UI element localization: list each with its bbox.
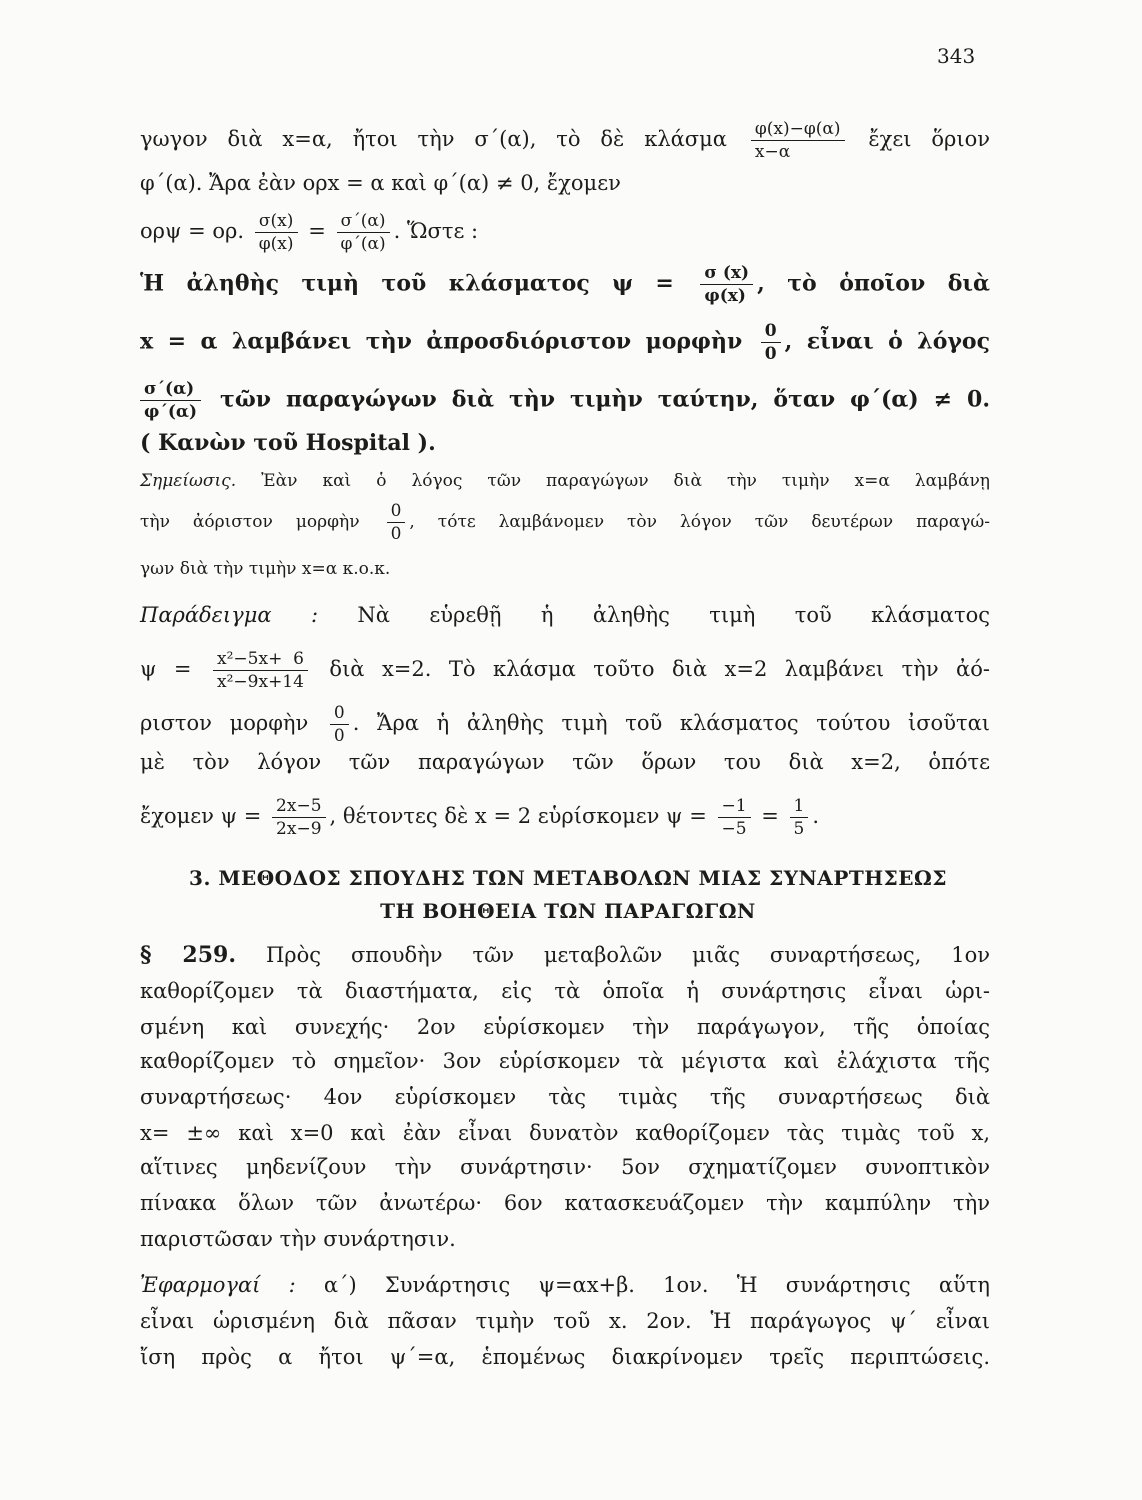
fraction-numerator: −1 <box>718 795 751 818</box>
example-line <box>140 702 990 747</box>
theorem-line <box>140 320 990 365</box>
example-line <box>140 795 990 840</box>
equals-sign: = <box>761 804 779 828</box>
paragraph-line: καθορίζομεν τὰ διαστήματα, εἰς τὰ ὁποῖα ἡ συνάρτησις εἶναι ὡρι- <box>140 979 990 1003</box>
fraction-numerator: σ΄(α) <box>140 378 201 401</box>
fraction <box>337 210 390 255</box>
text-run: ψ = <box>140 657 192 681</box>
theorem-line <box>140 378 990 423</box>
fraction <box>330 702 349 747</box>
fraction <box>700 262 753 307</box>
fraction-numerator: 0 <box>761 320 781 343</box>
paragraph-line: παριστῶσαν τὴν συνάρτησιν. <box>140 1227 456 1251</box>
fraction-denominator: φ΄(α) <box>340 234 386 254</box>
fraction-numerator: 0 <box>330 702 349 725</box>
fraction-numerator: σ(x) <box>255 210 298 233</box>
text-run: ἔχει ὅριον <box>868 127 990 151</box>
example-line: μὲ τὸν λόγον τῶν παραγώγων τῶν ὅρων του διὰ x=2, ὁπότε <box>140 750 990 774</box>
fraction <box>718 795 751 840</box>
note-label: Σημείωσις. <box>140 471 237 491</box>
applications-line <box>140 1270 990 1300</box>
fraction-denominator: 0 <box>764 344 777 364</box>
text-run: Ἐὰν καὶ ὁ λόγος τῶν παραγώγων διὰ τὴν τιμὴν x=α λαμβάνῃ <box>261 471 990 491</box>
applications-line: εἶναι ὡρισμένη διὰ πᾶσαν τιμὴν τοῦ x. 2ον. Ἡ παράγωγος ψ΄ εἶναι <box>140 1309 990 1333</box>
fraction-denominator: φ΄(α) <box>144 402 198 422</box>
fraction-denominator: 0 <box>333 726 345 746</box>
text-run: διὰ x=2. Τὸ κλάσμα τοῦτο διὰ x=2 λαμβάνει τὴν ἀό- <box>329 657 990 681</box>
text-run: γωγον διὰ x=α, ἤτοι τὴν σ΄(α), τὸ δὲ κλάσμα <box>140 127 727 151</box>
fraction-numerator: σ΄(α) <box>337 210 390 233</box>
fraction <box>761 320 781 365</box>
note-line <box>140 466 990 496</box>
fraction-denominator: φ(x) <box>258 234 294 254</box>
text-run: . Ἄρα ἡ ἀληθὴς τιμὴ τοῦ κλάσματος τούτου ἰσοῦται <box>352 711 990 735</box>
text-run: ορψ = ορ. <box>140 219 245 243</box>
equals-sign: = <box>308 219 326 243</box>
fraction-denominator: 0 <box>390 524 402 544</box>
text-line <box>140 118 990 163</box>
text-run: x = α λαμβάνει τὴν ἀπροσδιόριστον μορφὴν <box>140 328 743 355</box>
fraction-denominator: x²−9x+14 <box>217 672 304 692</box>
text-run: Νὰ εὑρεθῇ ἡ ἀληθὴς τιμὴ τοῦ κλάσματος <box>357 603 990 627</box>
fraction <box>751 118 845 163</box>
fraction <box>387 500 406 545</box>
section-heading: ΤΗ ΒΟΗΘΕΙΑ ΤΩΝ ΠΑΡΑΓΩΓΩΝ <box>380 899 756 923</box>
text-line <box>140 210 990 255</box>
fraction-denominator: x−α <box>754 142 791 162</box>
note-line: γων διὰ τὴν τιμὴν x=α κ.ο.κ. <box>140 559 391 579</box>
fraction-numerator: x²−5x+ 6 <box>213 648 308 671</box>
fraction-denominator: 2x−9 <box>276 819 322 839</box>
theorem-line <box>140 262 990 307</box>
fraction-numerator: σ (x) <box>700 262 753 285</box>
paragraph-number: § 259. <box>140 942 237 968</box>
fraction-denominator: −5 <box>721 819 747 839</box>
text-run: α΄) Συνάρτησις ψ=αx+β. 1ον. Ἡ συνάρτησις αὕτη <box>323 1273 990 1297</box>
text-run: ἔχομεν ψ = <box>140 804 262 828</box>
paragraph-line <box>140 940 990 970</box>
applications-line: ἴση πρὸς α ἤτοι ψ΄=α, ἑπομένως διακρίνομεν τρεῖς περιπτώσεις. <box>140 1345 990 1369</box>
paragraph-line: συναρτήσεως· 4ον εὑρίσκομεν τὰς τιμὰς τῆς συναρτήσεως διὰ <box>140 1085 990 1109</box>
text-run: , θέτοντες δὲ x = 2 εὑρίσκομεν ψ = <box>329 804 707 828</box>
fraction <box>213 648 308 693</box>
paragraph-line: x= ±∞ καὶ x=0 καὶ ἐὰν εἶναι δυνατὸν καθορίζομεν τὰς τιμὰς τοῦ x, <box>140 1121 990 1145</box>
fraction-denominator: φ(x) <box>704 286 746 306</box>
text-line: φ΄(α). Ἄρα ἐὰν ορx = α καὶ φ΄(α) ≠ 0, ἔχομεν <box>140 171 621 195</box>
text-run: τὴν ἀόριστον μορφὴν <box>140 512 360 532</box>
applications-label: Ἐφαρμογαί : <box>140 1273 296 1297</box>
text-run: , τὸ ὁποῖον διὰ <box>757 270 990 297</box>
paragraph-line: σμένη καὶ συνεχής· 2ον εὑρίσκομεν τὴν παράγωγον, τῆς ὁποίας <box>140 1015 990 1039</box>
fraction-numerator: 0 <box>387 500 406 523</box>
example-line <box>140 648 990 693</box>
page-number: 343 <box>937 44 976 68</box>
note-line <box>140 500 990 545</box>
theorem-line: ( Κανὼν τοῦ Hospital ). <box>140 430 436 456</box>
text-run: , εἶναι ὁ λόγος <box>784 328 990 355</box>
fraction-denominator: 5 <box>793 819 805 839</box>
text-run: Ἡ ἀληθὴς τιμὴ τοῦ κλάσματος ψ = <box>140 270 674 297</box>
example-label: Παράδειγμα : <box>140 603 319 627</box>
fraction-numerator: φ(x)−φ(α) <box>751 118 845 141</box>
fraction <box>255 210 298 255</box>
fraction-numerator: 2x−5 <box>272 795 325 818</box>
section-heading: 3. ΜΕΘΟΔΟΣ ΣΠΟΥΔΗΣ ΤΩΝ ΜΕΤΑΒΟΛΩΝ ΜΙΑΣ ΣΥΝΑΡΤΗΣΕΩΣ <box>189 866 947 890</box>
text-run: τῶν παραγώγων διὰ τὴν τιμὴν ταύτην, ὅταν φ΄(α) ≠ 0. <box>220 386 991 413</box>
fraction <box>790 795 809 840</box>
paragraph-line: καθορίζομεν τὸ σημεῖον· 3ον εὑρίσκομεν τὰ μέγιστα καὶ ἐλάχιστα τῆς <box>140 1049 990 1073</box>
text-run: . <box>812 804 820 828</box>
fraction <box>272 795 325 840</box>
paragraph-line: αἵτινες μηδενίζουν τὴν συνάρτησιν· 5ον σχηματίζομεν συνοπτικὸν <box>140 1155 990 1179</box>
fraction <box>140 378 201 423</box>
example-line <box>140 600 990 630</box>
fraction-numerator: 1 <box>790 795 809 818</box>
text-run: . Ὥστε : <box>393 219 479 243</box>
text-run: Πρὸς σπουδὴν τῶν μεταβολῶν μιᾶς συναρτήσεως, 1ον <box>265 943 990 967</box>
text-run: , τότε λαμβάνομεν τὸν λόγον τῶν δευτέρων παραγώ- <box>409 512 990 532</box>
paragraph-line: πίνακα ὅλων τῶν ἀνωτέρω· 6ον κατασκευάζομεν τὴν καμπύλην τὴν <box>140 1191 990 1215</box>
text-run: ριστον μορφὴν <box>140 711 309 735</box>
